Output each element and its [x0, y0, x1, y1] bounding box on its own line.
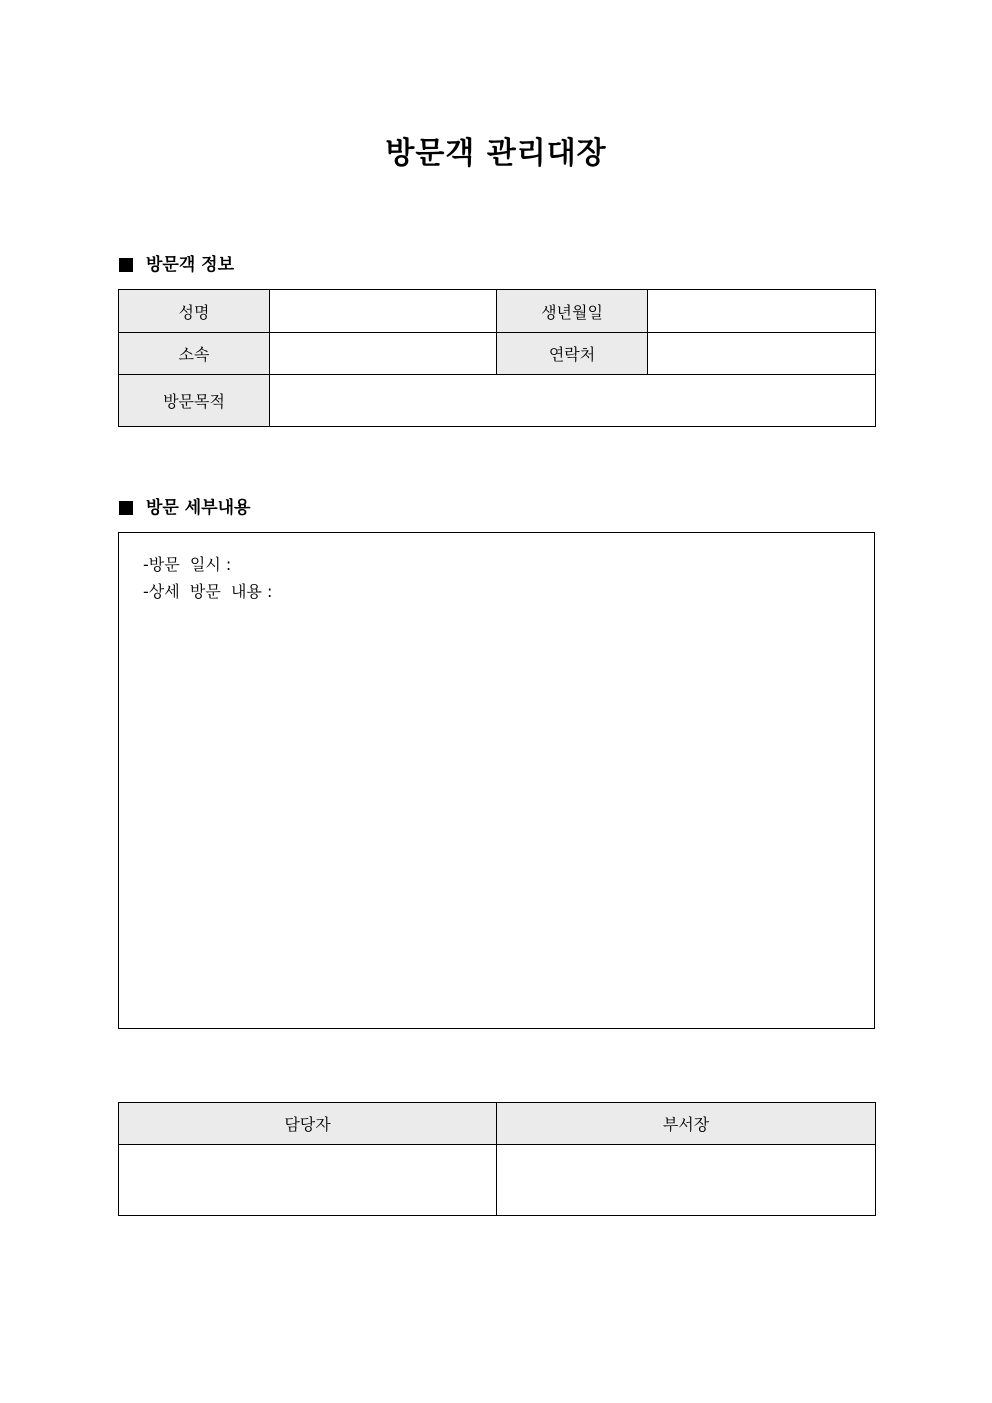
- black-square-icon: [119, 501, 133, 515]
- visit-details-heading: [119, 496, 250, 520]
- birthdate-label: 생년월일: [497, 290, 648, 333]
- department-head-signature-field[interactable]: [497, 1145, 876, 1216]
- visit-datetime-line: -방문 일시 :: [143, 555, 232, 574]
- visitor-info-table: [118, 289, 876, 427]
- black-square-icon: [119, 258, 133, 272]
- contact-label: 연락처: [497, 333, 648, 375]
- affiliation-field[interactable]: [270, 333, 497, 375]
- visitor-info-heading: [119, 253, 234, 277]
- name-label: 성명: [119, 290, 270, 333]
- table-row: [119, 290, 876, 333]
- purpose-field[interactable]: [270, 375, 876, 427]
- visit-content-line: -상세 방문 내용 :: [143, 582, 273, 601]
- visit-details-heading-text: 방문 세부내용: [146, 498, 251, 518]
- birthdate-field[interactable]: [648, 290, 876, 333]
- table-row: [119, 1103, 876, 1145]
- contact-field[interactable]: [648, 333, 876, 375]
- name-field[interactable]: [270, 290, 497, 333]
- department-head-label: 부서장: [497, 1103, 876, 1145]
- manager-label: 담당자: [119, 1103, 497, 1145]
- page-title: 방문객 관리대장: [385, 136, 607, 171]
- table-row: [119, 375, 876, 427]
- purpose-label: 방문목적: [119, 375, 270, 427]
- approval-table: [118, 1102, 876, 1216]
- visit-details-box[interactable]: [118, 532, 875, 1029]
- table-row: [119, 1145, 876, 1216]
- affiliation-label: 소속: [119, 333, 270, 375]
- visitor-info-heading-text: 방문객 정보: [146, 255, 235, 275]
- table-row: [119, 333, 876, 375]
- manager-signature-field[interactable]: [119, 1145, 497, 1216]
